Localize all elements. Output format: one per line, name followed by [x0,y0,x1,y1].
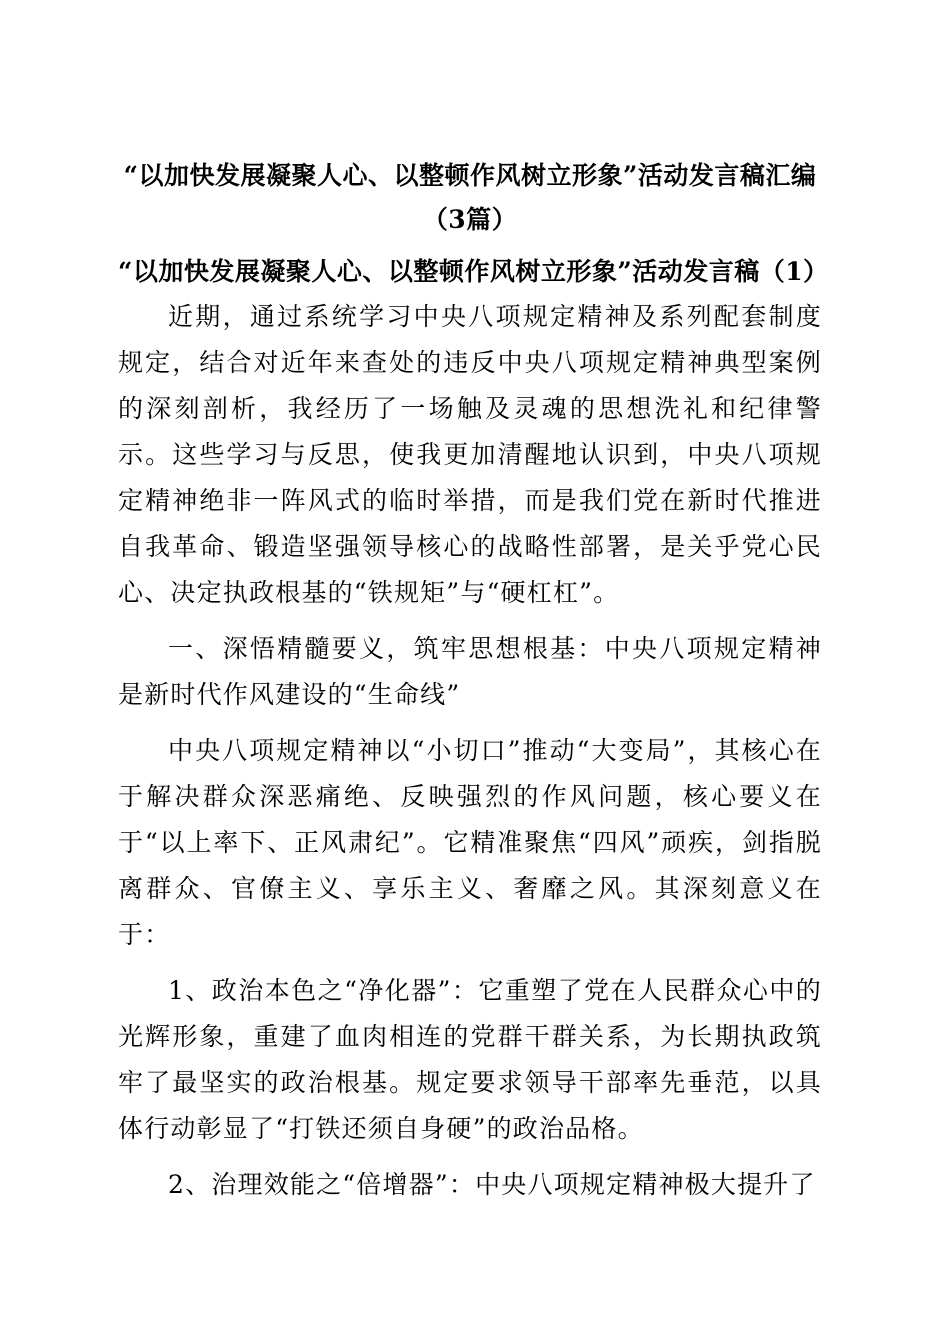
paragraph-point-2: 2、治理效能之“倍增器”：中央八项规定精神极大提升了 [168,1170,816,1199]
document-subtitle: “以加快发展凝聚人心、以整顿作风树立形象”活动发言稿（1） [118,257,829,286]
paragraph-intro: 近期，通过系统学习中央八项规定精神及系列配套制度规定，结合对近年来查处的违反中央八项规定精神典型案例的深刻剖析，我经历了一场触及灵魂的思想洗礼和纪律警示。这些学习与反思，使我更加清醒地认识到，中央八项规定精神绝非一阵风式的临时举措，而是我们党在新时代推进自我革命、锻造坚强领导核心的战略性部署，是关乎党心民心、决定执政根基的“铁规矩”与“硬杠杠”。 [118,302,822,607]
document-page [118,140,829,1208]
section-heading-1: 一、深悟精髓要义，筑牢思想根基：中央八项规定精神是新时代作风建设的“生命线” [118,634,822,709]
paragraph-point-1: 1、政治本色之“净化器”：它重塑了党在人民群众心中的光辉形象，重建了血肉相连的党群干群关系，为长期执政筑牢了最坚实的政治根基。规定要求领导干部率先垂范，以具体行动彰显了“打铁还须自身硬”的政治品格。 [118,976,822,1143]
document-title: “以加快发展凝聚人心、以整顿作风树立形象”活动发言稿汇编（3篇） [123,161,817,234]
paragraph-section-1: 中央八项规定精神以“小切口”推动“大变局”，其核心在于解决群众深恶痛绝、反映强烈的作风问题，核心要义在于“以上率下、正风肃纪”。它精准聚焦“四风”顽疾，剑指脱离群众、官僚主义、享乐主义、奢靡之风。其深刻意义在于： [118,736,822,949]
